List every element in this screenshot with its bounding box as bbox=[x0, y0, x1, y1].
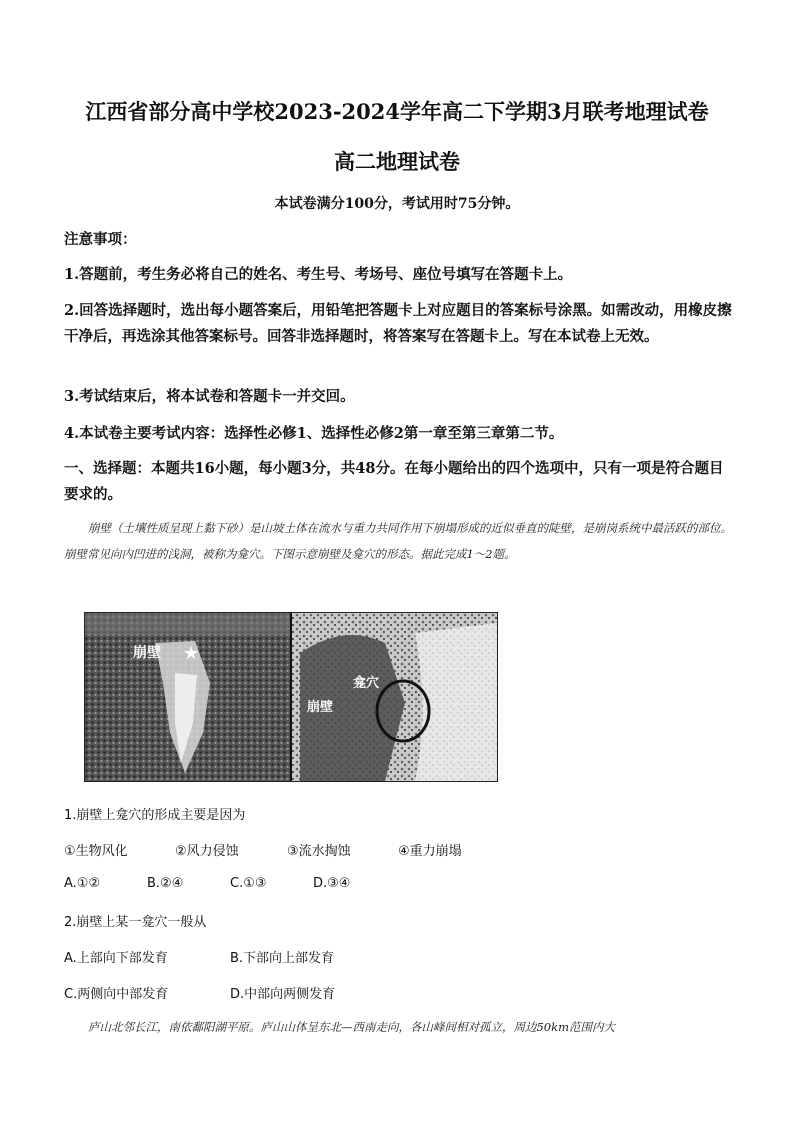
right-photo bbox=[292, 613, 497, 781]
q2-option-a: A.上部向下部发育 bbox=[64, 951, 168, 966]
figure-photos bbox=[85, 613, 497, 781]
exam-subtitle: 高二地理试卷 bbox=[334, 149, 460, 174]
left-label: 崩壁 bbox=[133, 644, 161, 660]
q1-choice-4: ④重力崩塌 bbox=[398, 844, 462, 859]
star-icon: ★ bbox=[183, 643, 200, 664]
note-item-2: 2.回答选择题时，选出每小题答案后，用铅笔把答题卡上对应题目的答案标号涂黑。如需改动，用橡皮擦干净后，再选涂其他答案标号。回答非选择题时，将答案写在答题卡上。写在本试卷上无效。 bbox=[64, 302, 732, 345]
exam-meta: 本试卷满分100分，考试用时75分钟。 bbox=[274, 196, 520, 212]
left-photo bbox=[85, 613, 291, 781]
note-item-3: 3.考试结束后，将本试卷和答题卡一并交回。 bbox=[64, 388, 355, 405]
note-item-4: 4.本试卷主要考试内容：选择性必修1、选择性必修2第一章至第三章第二节。 bbox=[64, 425, 564, 442]
material-intro: 崩壁（土壤性质呈现上黏下砂）是山坡土体在流水与重力共同作用下崩塌形成的近似垂直的陡壁，是崩岗系统中最活跃的部位。崩壁常见向内凹进的浅洞，被称为龛穴。下图示意崩壁及龛穴的形态。据此完成1～2题。 bbox=[64, 521, 732, 561]
figure-cliff-niche bbox=[84, 612, 498, 782]
q1-choice-3: ③流水掏蚀 bbox=[287, 844, 351, 859]
next-material-intro: 庐山北邻长江，南依鄱阳湖平原。庐山山体呈东北—西南走向，各山峰间相对孤立，周边50km范围内大 bbox=[88, 1020, 616, 1034]
note-item-1: 1.答题前，考生务必将自己的姓名、考生号、考场号、座位号填写在答题卡上。 bbox=[64, 266, 573, 283]
section-heading: 一、选择题：本题共16小题，每小题3分，共48分。在每小题给出的四个选项中，只有一项是符合题目要求的。 bbox=[64, 460, 724, 503]
q2-option-c: C.两侧向中部发育 bbox=[64, 987, 169, 1002]
q1-option-a: A.①② bbox=[64, 876, 101, 891]
notes-heading: 注意事项： bbox=[64, 231, 137, 248]
q1-option-c: C.①③ bbox=[230, 876, 267, 891]
q2-option-b: B.下部向上部发育 bbox=[230, 951, 335, 966]
q1-option-d: D.③④ bbox=[313, 876, 351, 891]
question-2-stem: 2.崩壁上某一龛穴一般从 bbox=[64, 915, 207, 930]
question-1-stem: 1.崩壁上龛穴的形成主要是因为 bbox=[64, 808, 246, 823]
q1-option-b: B.②④ bbox=[147, 876, 184, 891]
exam-title: 江西省部分高中学校2023-2024学年高二下学期3月联考地理试卷 bbox=[85, 99, 709, 124]
right-label-top: 龛穴 bbox=[353, 675, 380, 690]
q1-choice-1: ①生物风化 bbox=[64, 844, 128, 859]
q2-option-d: D.中部向两侧发育 bbox=[230, 987, 336, 1002]
right-label-bottom: 崩壁 bbox=[307, 699, 334, 714]
q1-choice-2: ②风力侵蚀 bbox=[175, 844, 239, 859]
